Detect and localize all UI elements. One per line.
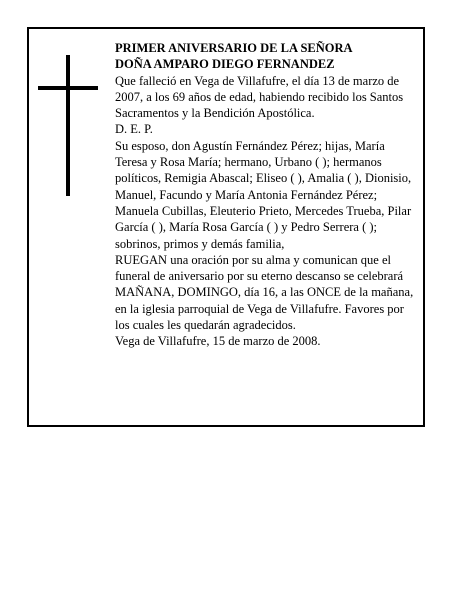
family-paragraph: Su esposo, don Agustín Fernández Pérez; hijas, María Teresa y Rosa María; hermano, Urbano ( ); hermanos políticos, Remigia Abascal; Eliseo ( ), Amalia ( ), Dionisio, Manuel, Facundo y María Antonia Fernández Pérez; Manuela Cubillas, Eleuterio Prieto, Mercedes Trueba, Pilar García ( ), María Rosa García ( ) y Pedro Serrera ( ); sobrinos, primos y demás familia, — [115, 138, 412, 251]
place-date-line: Vega de Villafufre, 15 de marzo de 2008. — [115, 334, 321, 349]
death-info-paragraph: Que falleció en Vega de Villafufre, el día 13 de marzo de 2007, a los 69 años de edad, habiendo recibido los Santos Sacramentos y la Bendición Apostólica. — [115, 73, 404, 121]
cross-horizontal-bar — [38, 86, 98, 90]
cross-vertical-bar — [66, 55, 70, 196]
notice-heading-line1: PRIMER ANIVERSARIO DE LA SEÑORA — [115, 41, 353, 55]
dep-line: D. E. P. — [115, 122, 153, 137]
notice-heading-line2: DOÑA AMPARO DIEGO FERNANDEZ — [115, 57, 335, 72]
funeral-request-paragraph: RUEGAN una oración por su alma y comunican que el funeral de aniversario por su eterno descanso se celebrará MAÑANA, DOMINGO, día 16, a las ONCE de la mañana, en la iglesia parroquial de Vega de Villafufre. Favores por los cuales les quedarán agradecidos. — [115, 252, 414, 333]
obituary-text — [115, 40, 420, 350]
